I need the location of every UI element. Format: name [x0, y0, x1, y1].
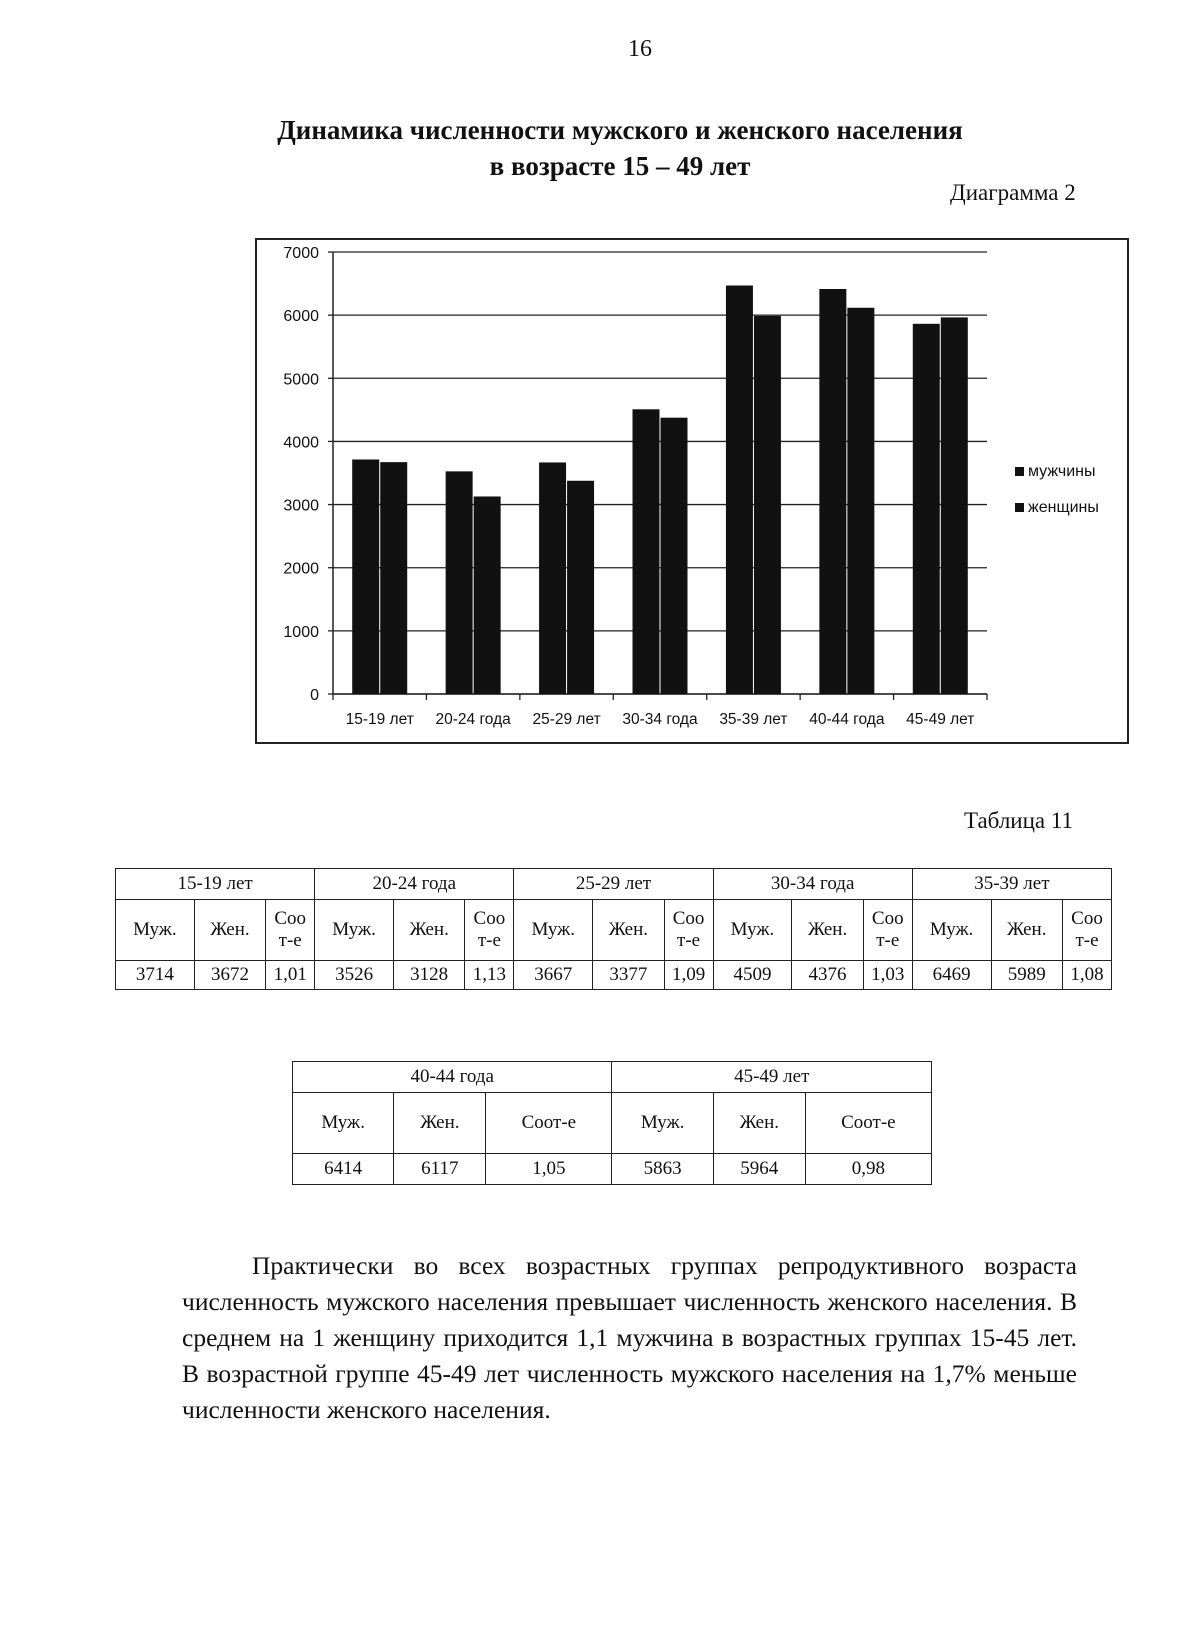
bar-chart-canvas — [257, 240, 1127, 742]
table-cell: 4509 — [713, 961, 792, 990]
table-cell: 6117 — [394, 1154, 486, 1185]
bar-female — [754, 316, 781, 694]
y-tick-label: 7000 — [283, 245, 319, 262]
col-header-female: Жен. — [393, 900, 464, 961]
col-header-ratio — [1063, 900, 1112, 961]
col-header-ratio-line-2: т-е — [1075, 930, 1099, 951]
col-header-ratio-line-2: т-е — [677, 930, 701, 951]
col-header-female: Жен. — [394, 1093, 486, 1154]
col-header-ratio: Соот-е — [805, 1093, 931, 1154]
col-header-male: Муж. — [612, 1093, 713, 1154]
col-header-female: Жен. — [713, 1093, 805, 1154]
table-cell: 0,98 — [805, 1154, 931, 1185]
col-header-female: Жен. — [991, 900, 1063, 961]
col-header-ratio-line-2: т-е — [477, 930, 501, 951]
col-header-ratio-line-1: Соо — [473, 908, 506, 929]
table-cell: 1,03 — [863, 961, 912, 990]
bar-female — [847, 308, 874, 694]
table-caption: Таблица 11 — [964, 808, 1074, 833]
x-tick-label: 25-29 лет — [532, 711, 601, 728]
bar-male — [539, 462, 566, 694]
y-tick-label: 2000 — [283, 560, 319, 578]
y-tick-label: 1000 — [283, 623, 319, 641]
col-header-female: Жен. — [593, 900, 664, 961]
x-tick-label: 15-19 лет — [345, 711, 414, 728]
bar-male — [726, 286, 753, 694]
x-tick-label: 40-44 года — [809, 711, 885, 728]
y-tick-label: 0 — [310, 687, 319, 704]
col-header-male: Муж. — [315, 900, 394, 961]
y-tick-label: 6000 — [283, 308, 319, 326]
population-table-1 — [115, 868, 1112, 990]
title-line-2: в возрасте 15 – 49 лет — [489, 151, 751, 181]
table-cell: 6469 — [912, 961, 991, 990]
bar-male — [913, 324, 940, 694]
table-cell: 1,08 — [1063, 961, 1112, 990]
col-header-male: Муж. — [912, 900, 991, 961]
table-cell: 3672 — [194, 961, 265, 990]
col-header-ratio-line-1: Соо — [274, 908, 307, 929]
table-group-header: 45-49 лет — [612, 1062, 932, 1093]
col-header-ratio: Соот-е — [486, 1093, 612, 1154]
legend-swatch — [1015, 503, 1024, 512]
bar-male — [819, 289, 846, 694]
col-header-ratio — [664, 900, 713, 961]
table-group-header: 30-34 года — [713, 869, 912, 900]
col-header-ratio-line-1: Соо — [871, 908, 904, 929]
x-tick-label: 45-49 лет — [906, 711, 975, 728]
col-header-ratio — [266, 900, 315, 961]
x-tick-label: 35-39 лет — [719, 711, 788, 728]
table-cell: 5964 — [713, 1154, 805, 1185]
table-cell: 3526 — [315, 961, 394, 990]
y-tick-label: 4000 — [283, 434, 319, 452]
legend-label: мужчины — [1028, 463, 1096, 480]
table-group-header: 15-19 лет — [116, 869, 315, 900]
table-cell: 1,01 — [266, 961, 315, 990]
col-header-male: Муж. — [514, 900, 593, 961]
body-paragraph: Практически во всех возрастных группах репродуктивного возраста численность мужского населения превышает численность женского населения. В среднем на 1 женщину приходится 1,1 мужчина в возрастных группах 15-45 лет. В возрастной группе 45-49 лет численность мужского населения на 1,7% меньше численности женского населения. — [182, 1251, 1077, 1424]
bar-female — [567, 481, 594, 694]
bar-female — [380, 462, 407, 694]
population-table-2 — [292, 1061, 932, 1185]
x-tick-label: 20-24 года — [435, 711, 511, 728]
y-tick-label: 5000 — [283, 371, 319, 389]
table-cell: 3714 — [116, 961, 195, 990]
table-group-header: 20-24 года — [315, 869, 514, 900]
col-header-male: Муж. — [116, 900, 195, 961]
y-tick-label: 3000 — [283, 497, 319, 515]
col-header-ratio-line-1: Соо — [672, 908, 705, 929]
bar-male — [446, 471, 473, 694]
bar-female — [661, 418, 688, 694]
diagram-label: Диаграмма 2 — [950, 180, 1076, 205]
table-group-header: 35-39 лет — [912, 869, 1111, 900]
col-header-ratio-line-1: Соо — [1071, 908, 1103, 929]
bar-female — [474, 496, 501, 694]
table-cell: 1,09 — [664, 961, 713, 990]
bar-male — [633, 409, 660, 694]
page-number: 16 — [628, 36, 652, 62]
col-header-female: Жен. — [792, 900, 863, 961]
col-header-ratio-line-2: т-е — [278, 930, 302, 951]
table-cell: 5863 — [612, 1154, 713, 1185]
x-tick-label: 30-34 года — [622, 711, 698, 728]
col-header-male: Муж. — [293, 1093, 394, 1154]
bar-male — [352, 459, 379, 694]
col-header-ratio — [863, 900, 912, 961]
table-cell: 1,13 — [465, 961, 514, 990]
table-cell: 1,05 — [486, 1154, 612, 1185]
table-cell: 3377 — [593, 961, 664, 990]
table-group-header: 40-44 года — [293, 1062, 612, 1093]
table-group-header: 25-29 лет — [514, 869, 713, 900]
col-header-ratio-line-2: т-е — [876, 930, 900, 951]
table-cell: 5989 — [991, 961, 1063, 990]
col-header-male: Муж. — [713, 900, 792, 961]
legend-swatch — [1015, 467, 1024, 476]
table-cell: 4376 — [792, 961, 863, 990]
title-line-1: Динамика численности мужского и женского населения — [277, 115, 963, 145]
col-header-female: Жен. — [194, 900, 265, 961]
legend-label: женщины — [1028, 499, 1099, 516]
table-cell: 3667 — [514, 961, 593, 990]
page-title — [200, 112, 1040, 184]
table-cell: 6414 — [293, 1154, 394, 1185]
table-cell: 3128 — [393, 961, 464, 990]
col-header-ratio — [465, 900, 514, 961]
bar-female — [941, 317, 968, 694]
bar-chart — [255, 238, 1129, 744]
